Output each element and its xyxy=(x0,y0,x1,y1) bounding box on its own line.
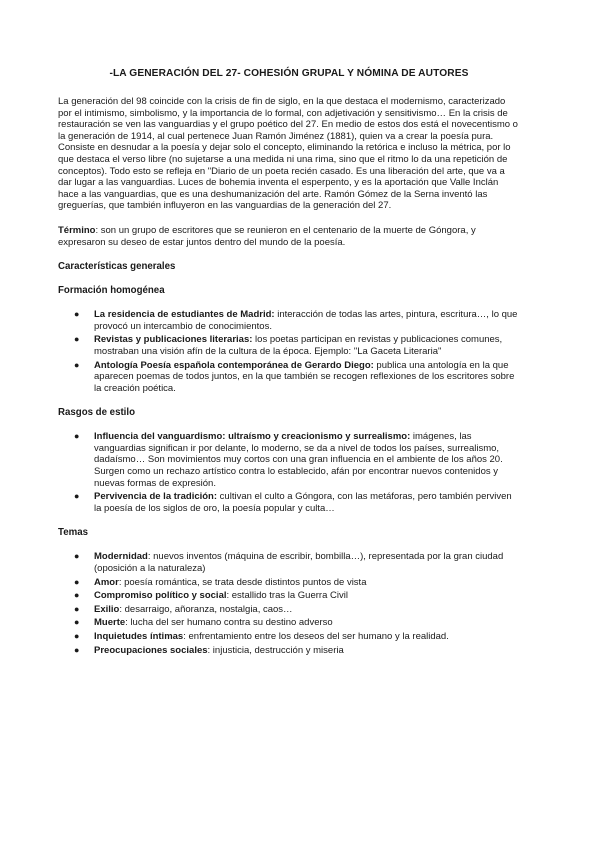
list-item xyxy=(58,631,520,643)
list-item xyxy=(58,577,520,589)
item-text: los poetas participan en revistas y publicaciones comunes, mostraban una visión afín de la cultura de la época. Ejemplo: "La Gaceta Literaria" xyxy=(94,334,503,357)
temas-heading: Temas xyxy=(58,527,88,539)
item-text: cultivan el culto a Góngora, con las metáforas, pero también perviven la poesía de los siglos de oro, la poesía popular y culta… xyxy=(94,491,512,514)
caracteristicas-heading: Características generales xyxy=(58,261,176,273)
item-text: : estallido tras la Guerra Civil xyxy=(226,590,348,602)
termino-text: : son un grupo de escritores que se reunieron en el centenario de la muerte de Góngora, y expresaron su deseo de estar juntos dentro del mundo de la poesía. xyxy=(58,224,476,248)
list-item xyxy=(58,590,520,602)
item-text: interacción de todas las artes, pintura, escritura…, lo que provocó un intercambio de conocimientos. xyxy=(94,309,518,332)
item-text: imágenes, las vanguardias significan ir por delante, lo moderno, se da a nivel de todos los países, surrealismo, dadaísmo… Son movimientos muy cortos con una gran influencia en el ambiente de los años 20. Surgen como un rechazo artístico contra lo establecido, afán por encontrar nuevos contenidos y nuevas formas de expresión. xyxy=(94,431,503,489)
formacion-list xyxy=(58,309,520,394)
item-label: Antología Poesía española contemporánea de Gerardo Diego: xyxy=(94,359,374,371)
bullet-icon: ● xyxy=(74,644,80,655)
bullet-icon: ● xyxy=(74,576,80,587)
bullet-icon: ● xyxy=(74,603,80,614)
item-text: : poesía romántica, se trata desde distintos puntos de vista xyxy=(118,576,367,588)
list-item xyxy=(58,551,520,574)
list-item xyxy=(58,360,520,395)
item-label: Preocupaciones sociales xyxy=(94,644,208,656)
temas-list xyxy=(58,551,520,656)
list-item xyxy=(58,334,520,357)
bullet-icon: ● xyxy=(74,334,80,345)
bullet-icon: ● xyxy=(74,617,80,628)
item-label: Muerte xyxy=(94,617,126,629)
item-text: : lucha del ser humano contra su destino adverso xyxy=(125,617,333,629)
item-label: Amor xyxy=(94,576,119,588)
item-text: : nuevos inventos (máquina de escribir, bombilla…), representada por la gran ciudad (oposición a la naturaleza) xyxy=(94,551,504,575)
bullet-icon: ● xyxy=(74,431,80,442)
list-item xyxy=(58,645,520,657)
item-label: Exilio xyxy=(94,603,120,615)
item-text: : desarraigo, añoranza, nostalgia, caos… xyxy=(119,603,293,615)
list-item xyxy=(58,431,520,489)
formacion-heading: Formación homogénea xyxy=(58,285,165,297)
termino-paragraph xyxy=(58,225,520,248)
bullet-icon: ● xyxy=(74,359,80,370)
document-page xyxy=(58,68,520,669)
bullet-icon: ● xyxy=(74,551,80,562)
bullet-icon: ● xyxy=(74,631,80,641)
item-label: Pervivencia de la tradición: xyxy=(94,491,218,503)
bullet-icon: ● xyxy=(74,309,80,320)
item-label: La residencia de estudiantes de Madrid: xyxy=(94,309,275,321)
item-text: : enfrentamiento entre los deseos del ser humano y la realidad. xyxy=(183,631,449,642)
rasgos-heading: Rasgos de estilo xyxy=(58,407,135,419)
item-label: Compromiso político y social xyxy=(94,590,227,602)
list-item xyxy=(58,604,520,616)
list-item xyxy=(58,309,520,332)
item-text: publica una antología en la que aparecen poemas de todos juntos, en la que también se recogen reflexiones de los escritores sobre la creación poética. xyxy=(94,359,515,394)
bullet-icon: ● xyxy=(74,491,80,502)
item-label: Modernidad xyxy=(94,551,148,563)
item-text: : injusticia, destrucción y miseria xyxy=(207,644,344,656)
termino-label: Término xyxy=(58,224,96,236)
document-title: -LA GENERACIÓN DEL 27- COHESIÓN GRUPAL Y NÓMINA DE AUTORES xyxy=(109,68,469,79)
bullet-icon: ● xyxy=(74,590,80,601)
item-label: Inquietudes íntimas xyxy=(94,631,184,642)
rasgos-list xyxy=(58,431,520,514)
item-label: Revistas y publicaciones literarias: xyxy=(94,334,253,346)
intro-paragraph: La generación del 98 coincide con la crisis de fin de siglo, en la que destaca el modernismo, caracterizado por el intimismo, simbolismo, y la importancia de lo formal, con adjetivación y sensitivismo… En la crisis de restauración se ven las vanguardias y el grupo poético del 27. En medio de estos dos está el novecentismo o la generación de 1914, al cual pertenece Juan Ramón Jiménez (1881), quien va a crear la poesía pura. Consiste en desnudar a la poesía y dejar solo el concepto, eliminando la retórica e incluso la métrica, por lo que destaca el verso libre (no sujetarse a una medida ni una rima, sino que el ritmo lo da una repetición de conceptos). Todo esto se refleja en "Diario de un poeta recién casado. Es una liberación del arte, que va a dar lugar a las vanguardias. Luces de bohemia inventa el esperpento, y es la aportación que Valle Inclán hace a las vanguardias, que es una deshumanización del arte. Ramón Gómez de la Serna inventó las greguerías, que también influyeron en las vanguardias de la generación del 27. xyxy=(58,96,518,212)
item-label: Influencia del vanguardismo: ultraísmo y creacionismo y surrealismo: xyxy=(94,431,411,443)
list-item xyxy=(58,491,520,514)
list-item xyxy=(58,617,520,629)
